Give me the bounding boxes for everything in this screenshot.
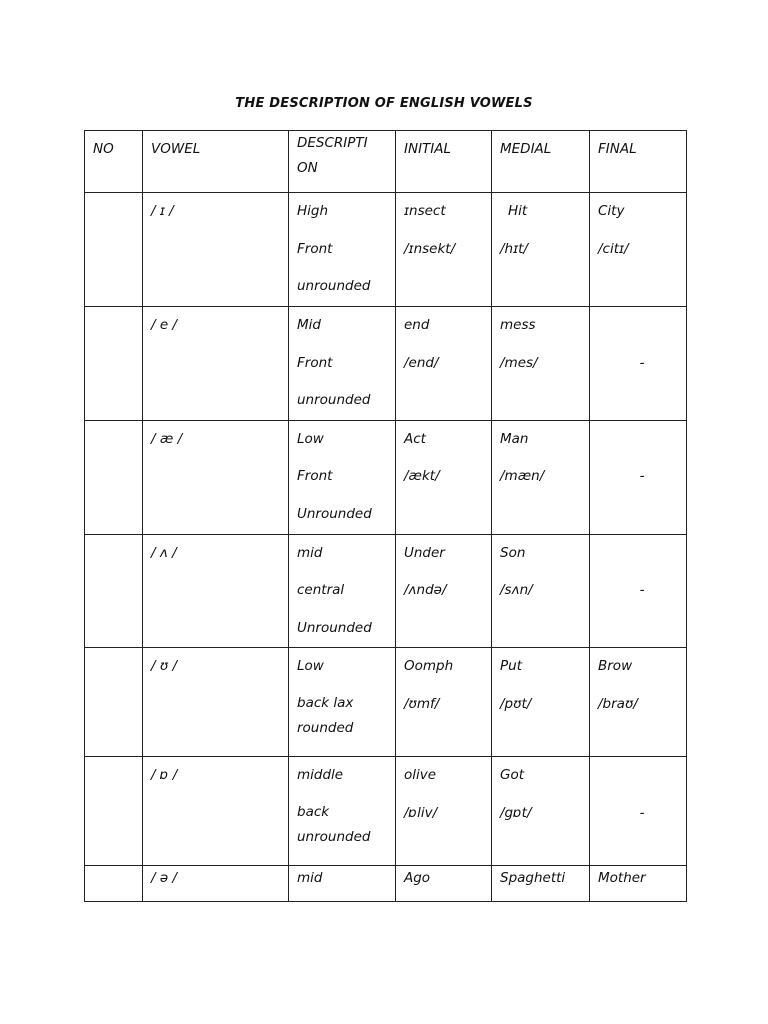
cell-no: [85, 648, 143, 757]
cell-description: Mid Front unrounded: [289, 307, 396, 421]
header-vowel: VOWEL: [143, 131, 289, 193]
cell-no: [85, 420, 143, 534]
cell-final: -: [590, 307, 687, 421]
table-row: [85, 757, 687, 866]
header-final: FINAL: [590, 131, 687, 193]
table-header-row: [85, 131, 687, 193]
cell-description: Low Front Unrounded: [289, 420, 396, 534]
cell-description: mid central Unrounded: [289, 534, 396, 648]
header-description: DESCRIPTI ON: [289, 131, 396, 193]
cell-medial: Spaghetti: [492, 866, 590, 902]
cell-medial: Put /pʊt/: [492, 648, 590, 757]
cell-initial: olive /ɒliv/: [396, 757, 492, 866]
cell-vowel: / æ /: [143, 420, 289, 534]
cell-medial: Man /mæn/: [492, 420, 590, 534]
cell-medial: mess /mes/: [492, 307, 590, 421]
table-row: [85, 193, 687, 307]
table-row: [85, 307, 687, 421]
cell-final: Mother: [590, 866, 687, 902]
cell-vowel: / e /: [143, 307, 289, 421]
cell-initial: ɪnsect /ɪnsekt/: [396, 193, 492, 307]
cell-vowel: / ʌ /: [143, 534, 289, 648]
cell-description: Low back lax rounded: [289, 648, 396, 757]
cell-medial: Son /sʌn/: [492, 534, 590, 648]
cell-no: [85, 757, 143, 866]
table-row: [85, 420, 687, 534]
cell-description: middle back unrounded: [289, 757, 396, 866]
cell-description: High Front unrounded: [289, 193, 396, 307]
document-title: THE DESCRIPTION OF ENGLISH VOWELS: [235, 96, 533, 111]
header-medial: MEDIAL: [492, 131, 590, 193]
cell-no: [85, 307, 143, 421]
cell-medial: Got /gɒt/: [492, 757, 590, 866]
header-no: NO: [85, 131, 143, 193]
table-row: [85, 534, 687, 648]
cell-initial: Ago: [396, 866, 492, 902]
cell-initial: Act /ækt/: [396, 420, 492, 534]
cell-no: [85, 534, 143, 648]
table-row: [85, 648, 687, 757]
cell-final: -: [590, 534, 687, 648]
cell-no: [85, 866, 143, 902]
cell-final: -: [590, 757, 687, 866]
cell-vowel: / ʊ /: [143, 648, 289, 757]
cell-medial: Hit /hɪt/: [492, 193, 590, 307]
cell-vowel: / ə /: [143, 866, 289, 902]
table-row: [85, 866, 687, 902]
cell-final: Brow /braʊ/: [590, 648, 687, 757]
cell-vowel: / ɒ /: [143, 757, 289, 866]
cell-description: mid: [289, 866, 396, 902]
cell-initial: Oomph /ʊmf/: [396, 648, 492, 757]
cell-final: -: [590, 420, 687, 534]
cell-initial: end /end/: [396, 307, 492, 421]
cell-initial: Under /ʌndə/: [396, 534, 492, 648]
vowel-table: [84, 130, 687, 902]
cell-no: [85, 193, 143, 307]
cell-final: City /citɪ/: [590, 193, 687, 307]
header-initial: INITIAL: [396, 131, 492, 193]
cell-vowel: / ɪ /: [143, 193, 289, 307]
